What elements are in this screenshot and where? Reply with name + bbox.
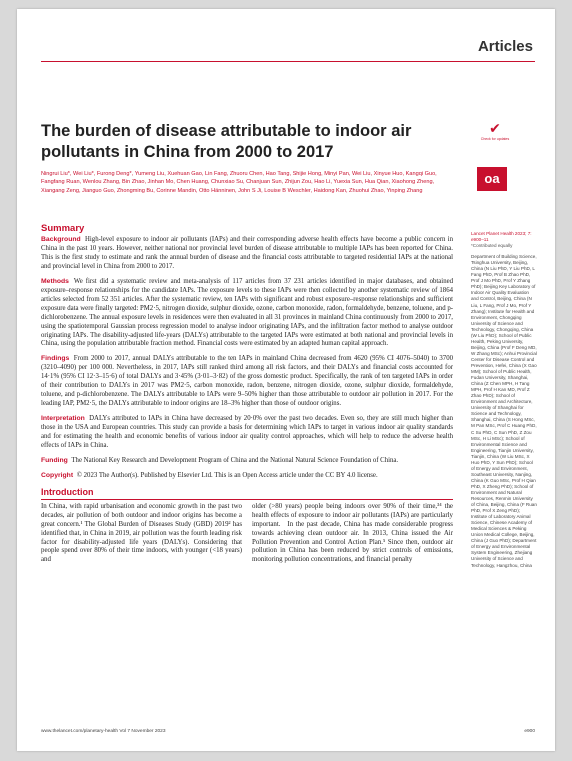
open-access-badge: oa: [477, 167, 507, 191]
background-paragraph: [41, 236, 453, 272]
affiliations: Department of Building Science, Tsinghua University, Beijing, China (N Liu PhD, Y Liu PhD, L Fang PhD, Prof B Zhao PhD, Prof J Mo PhD, Prof Y Zhang PhD); Beijing Key Laboratory of Indoor Air Quality Evaluation and Control, Beijing, China (N Liu, L Fang, Prof J Mo, Prof Y Zhang); Institute for Health and Environment, Chongqing University of Science and Technology, Chongqing, China (W Liu PhD); School of Public Health, Peking University, Beijing, China (Prof F Deng MD, W Zhang MSc); Anhui Provincial Center for Disease Control and Prevention, Hefei, China (X Gao MM); School of Public Health, Fudan University, Shanghai, China (Z Chen MPH, H Tang MPH, Prof H Kan MD, Prof Z Zhao PhD); School of Environment and Architecture, University of Shanghai for Science and Technology, Shanghai, China (S Hong MSc, M Pan MSc, Prof C Huang PhD, C Su PhD, C Sun PhD, Z Zou MSc, H Li MSc); School of Environmental Science and Engineering, Tianjin University, Tianjin, China (W Liu MSc, X Huo PhD, Y Sun PhD); School of Energy and Environment, Southeast University, Nanjing, China (K Guo MSc, Prof H Qian PhD, X Zheng PhD); School of Environment and Natural Resources, Renmin University of China, Beijing, China (F Ruan PhD, Prof X Zeng PhD); Institute of Laboratory Animal Science, Chinese Academy of Medical Sciences & Peking Union Medical College, Beijing, China (J Guo PhD); Department of Energy and Environmental System Engineering, Zhejiang University of Science and Technology, Hangzhou, China: [471, 254, 537, 568]
header-rule: [41, 61, 535, 62]
page-footer: [41, 729, 535, 734]
background-text: High-level exposure to indoor air pollutants (IAPs) and their corresponding adverse health effects have become a public concern in China in the past 10 years. However, neither national nor provincial level burden of disease attributable to multiple IAPs has been reported for China. This is the first study to estimate and rank the annual burden of disease and the financial costs attributable to targeted residential IAPs at the national and provincial level in China from 2000 to 2017.: [41, 236, 454, 270]
findings-paragraph: [41, 355, 453, 409]
introduction-heading: Introduction: [41, 486, 94, 497]
journal-citation: Lancet Planet Health 2023; 7: e900–11: [471, 231, 532, 243]
interpretation-text: DALYs attributed to IAPs in China have decreased by 20·0% over the past two decades. Even so, they are still much higher than those in the USA and European countries. This study can provide a basis for determining which IAPs to target in various indoor air quality standards and for estimating the health and economic benefits of various indoor air quality control approaches, which will help to reduce the adverse health effects of IAPs in China.: [41, 415, 453, 450]
methods-text: We first did a systematic review and meta-analysis of 117 articles from 37 231 articles identified in major databases, and obtained exposure–response relationships for the candidate IAPs. The exposure levels to these IAPs were then collected by another systematic review of 1864 articles selected from 52 351 articles. After the systematic review, ten IAPs with significant and robust exposure–response relationships and sufficient exposure data were finally targeted: PM2·5, nitrogen dioxide, sulphur dioxide, ozone, carbon monoxide, radon, formaldehyde, benzene, toluene, and p-dichlorobenzene. The annual exposure levels in residences were then evaluated in all 31 provinces in mainland China continuously from 2000 to 2017, using the spatiotemporal Gaussian process regression model to analyse indoor originating IAPs, and the infiltration factor method to analyse outdoor originating IAPs. The disability-adjusted life-years (DALYs) attributable to the targeted IAPs were estimated at both national and provincial levels in China, using the population attributable fraction method. Financial costs were estimated by an adapted human capital approach.: [41, 277, 454, 348]
article-page: [17, 9, 555, 751]
author-list: Ningrui Liu*, Wei Liu*, Furong Deng*, Yumeng Liu, Xuehuan Gao, Lin Fang, Zhuoru Chen, Hao Tang, Shijie Hong, Minyi Pan, Wei Liu, Xinyue Huo, Kangqi Guo, Fangfang Ruan, Wenlou Zhang, Bin Zhao, Jinhan Mo, Chen Huang, Chunxiao Su, Chanjuan Sun, Zhijun Zou, Hao Li, Yuexia Sun, Hua Qian, Xiaohong Zheng, Xiangang Zeng, Jianguo Guo, Zhongming Bu, Corinne Mandin, Otto Hänninen, John S Ji, Louise B Weschler, Haidong Kan, Zhuohui Zhao, Yinping Zhang: [41, 171, 437, 194]
interpretation-label: Interpretation: [41, 415, 85, 423]
main-column: [41, 223, 453, 565]
sidebar: [471, 231, 537, 569]
bookmark-check-icon: ✔︎: [489, 121, 501, 137]
check-for-updates-label: Check for updates: [480, 137, 510, 141]
methods-paragraph: [41, 278, 453, 350]
findings-label: Findings: [41, 355, 70, 363]
copyright-paragraph: [41, 472, 453, 481]
introduction-rule: [41, 499, 453, 500]
check-for-updates-badge[interactable]: [480, 122, 510, 141]
funding-text: The National Key Research and Development Program of China and the National Natural Science Foundation of China.: [71, 456, 399, 464]
funding-label: Funding: [41, 456, 68, 464]
introduction-columns: [41, 503, 453, 565]
summary-heading: Summary: [41, 223, 85, 234]
equal-contribution-note: *Contributed equally: [471, 243, 513, 249]
funding-paragraph: [41, 457, 453, 466]
footer-url[interactable]: www.thelancet.com/planetary-health Vol 7 November 2023: [41, 729, 166, 734]
copyright-label: Copyright: [41, 471, 74, 479]
introduction-column-1: In China, with rapid urbanisation and economic growth in the past two decades, air pollution of both outdoor and indoor origins has become a great concern.¹ The Global Burden of Diseases Study (GBD) 2019² has identified that, in China in 2019, air pollution was the fourth leading risk factor for disability-adjusted life years (DALYs). Considering that people spend over 80% of their time indoors, with younger (<18 years) and: [41, 502, 242, 564]
introduction-column-2: older (>80 years) people being indoors over 90% of their time,³⁴ the health effects of exposure to indoor air pollutants (IAPs) are particularly important. In the past decade, China has made considerable progress towards achieving clean outdoor air. In 2013, China issued the Air Pollution Prevention and Control Action Plan.⁵ Since then, outdoor air pollution in China has been reduced by strict controls of emissions, monitoring pollution concentrations, and financial penalty: [252, 502, 453, 564]
article-title: The burden of disease attributable to indoor air pollutants in China from 2000 to 2017: [41, 122, 412, 161]
page-number: e900: [524, 729, 535, 734]
background-label: Background: [41, 236, 81, 243]
section-label: Articles: [477, 38, 533, 55]
findings-text: From 2000 to 2017, annual DALYs attributable to the ten IAPs in mainland China decreased from 4620 (95% CI 4076–5040) to 3700 (3210–4090) per 100 000. Nevertheless, in 2017, IAPs still ranked third among all risk factors, and their DALYs and financial costs accounted for 14·1% (95% CI 12·3–15·6) of total DALYs and 3·45% (3·01–3·82) of the gross domestic product. Specifically, the rank of ten targeted IAPs in order of their contribution to DALYs in 2017 was PM2·5, carbon monoxide, radon, benzene, nitrogen dioxide, ozone, sulphur dioxide, formaldehyde, toluene, and p-dichlorobenzene. The DALYs attributable to IAPs were 9–50% higher than those attributable to outdoor air pollution in 2017. For the leading IAP, PM2·5, the DALYs attributable to indoor origins are 18–3% higher than those of outdoor origins.: [41, 355, 453, 408]
interpretation-paragraph: [41, 415, 453, 451]
copyright-text: © 2023 The Author(s). Published by Elsevier Ltd. This is an Open Access article under the CC BY 4.0 license.: [76, 471, 378, 479]
methods-label: Methods: [41, 277, 69, 285]
